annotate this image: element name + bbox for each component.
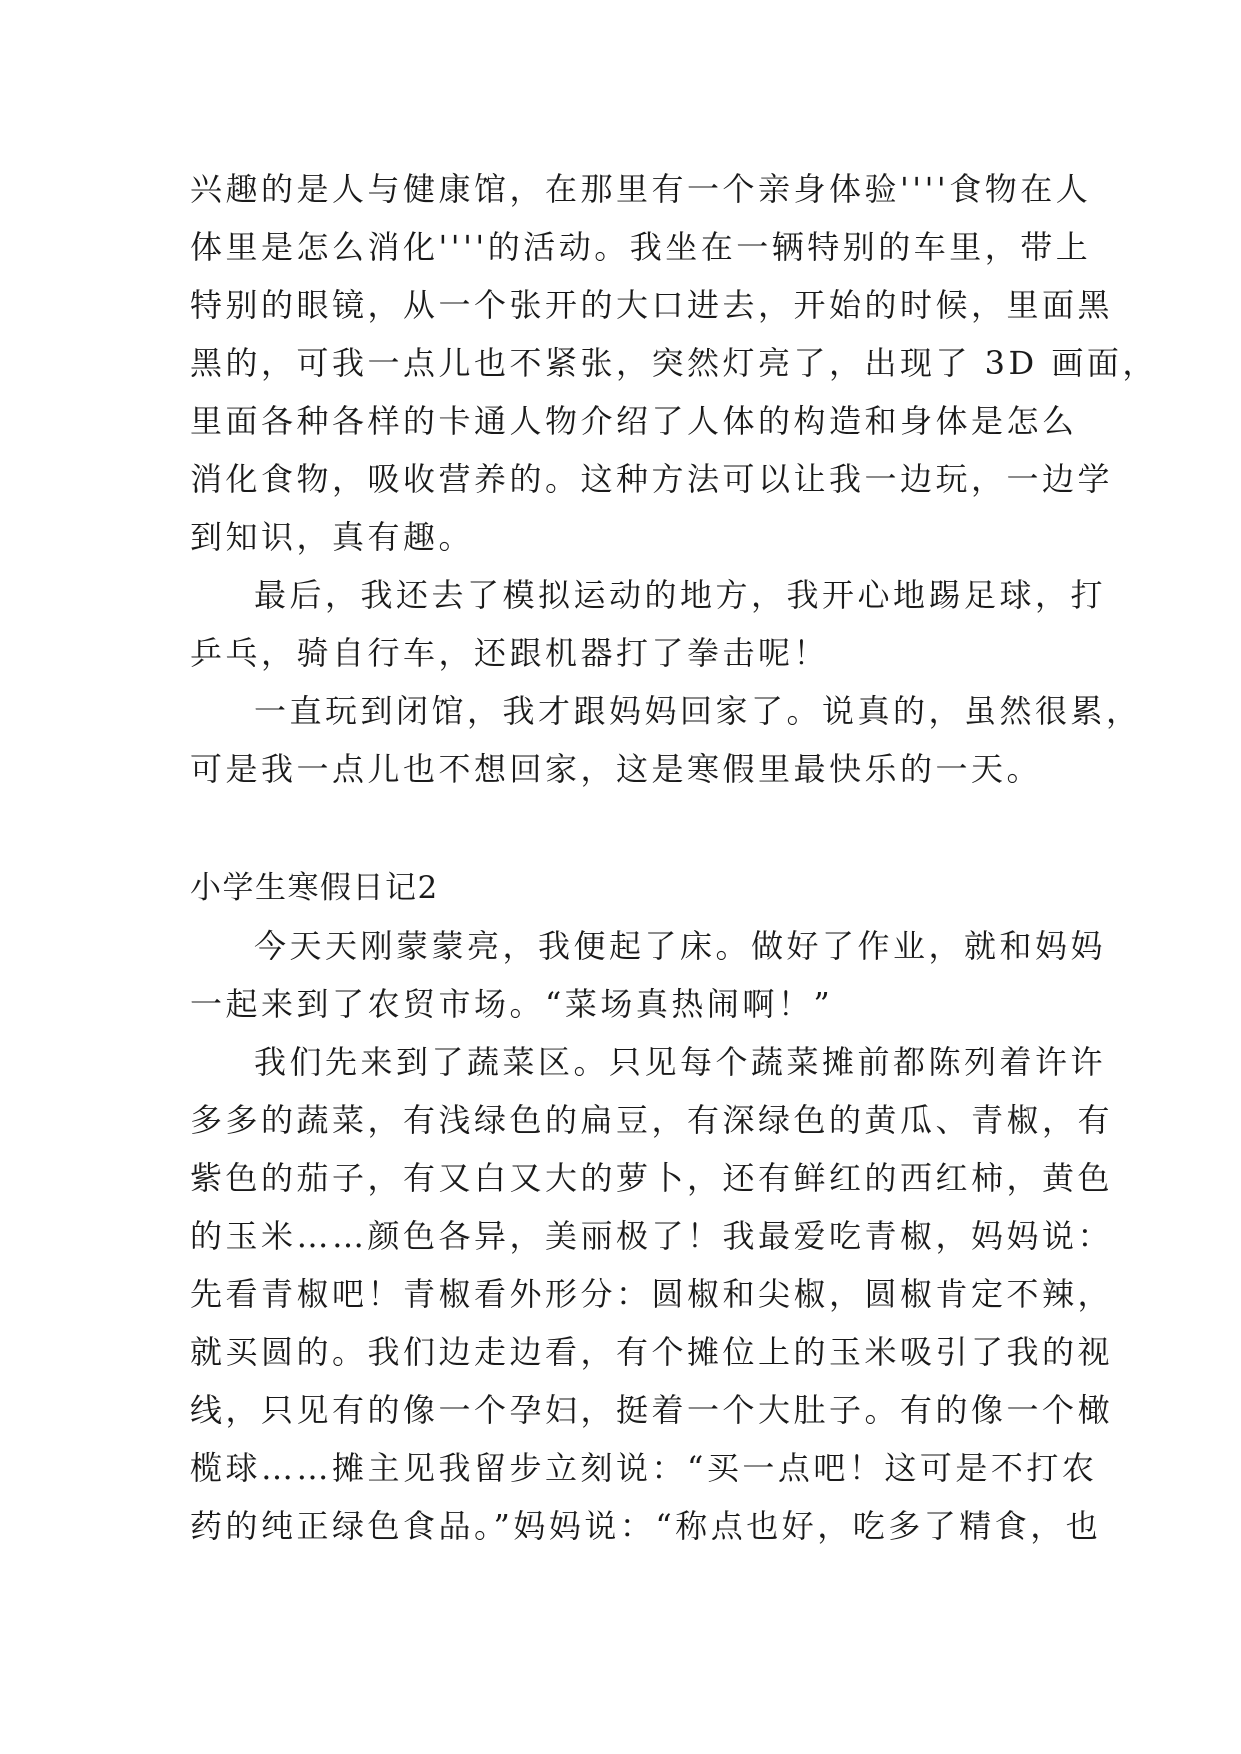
text-line: 药的纯正绿色食品。”妈妈说：“称点也好，吃多了精食，也 (190, 1507, 1102, 1545)
text-line: 里面各种各样的卡通人物介绍了人体的构造和身体是怎么 (190, 402, 1078, 440)
text-line: 特别的眼镜，从一个张开的大口进去，开始的时候，里面黑 (190, 286, 1114, 324)
paragraph-start-line: 今天天刚蒙蒙亮，我便起了床。做好了作业，就和妈妈 (254, 927, 1107, 965)
text-column (190, 160, 1158, 1555)
text-line: 到知识，真有趣。 (190, 518, 475, 556)
paragraph-start-line: 最后，我还去了模拟运动的地方，我开心地踢足球，打 (254, 576, 1107, 614)
text-line: 兴趣的是人与健康馆，在那里有一个亲身体验''''食物在人 (190, 170, 1092, 208)
text-line: 的玉米……颜色各异，美丽极了！我最爱吃青椒，妈妈说： (190, 1217, 1114, 1255)
text-line: 一起来到了农贸市场。“菜场真热闹啊！” (190, 985, 834, 1023)
paragraph-start-line: 我们先来到了蔬菜区。只见每个蔬菜摊前都陈列着许许 (254, 1043, 1107, 1081)
text-line: 多多的蔬菜，有浅绿色的扁豆，有深绿色的黄瓜、青椒，有 (190, 1101, 1114, 1139)
text-line: 黑的，可我一点儿也不紧张，突然灯亮了，出现了 3D 画面， (190, 344, 1158, 382)
paragraph-start-line: 一直玩到闭馆，我才跟妈妈回家了。说真的，虽然很累， (254, 692, 1142, 730)
text-line: 体里是怎么消化''''的活动。我坐在一辆特别的车里，带上 (190, 228, 1092, 266)
text-line: 就买圆的。我们边走边看，有个摊位上的玉米吸引了我的视 (190, 1333, 1114, 1371)
text-line: 消化食物，吸收营养的。这种方法可以让我一边玩，一边学 (190, 460, 1114, 498)
section-gap (190, 798, 1070, 859)
diary-heading: 小学生寒假日记2 (190, 870, 439, 906)
text-line: 线，只见有的像一个孕妇，挺着一个大肚子。有的像一个橄 (190, 1391, 1114, 1429)
text-line: 先看青椒吧！青椒看外形分：圆椒和尖椒，圆椒肯定不辣， (190, 1275, 1114, 1313)
text-line: 紫色的茄子，有又白又大的萝卜，还有鲜红的西红柿，黄色 (190, 1159, 1114, 1197)
text-line: 乒乓，骑自行车，还跟机器打了拳击呢！ (190, 634, 830, 672)
text-line: 榄球……摊主见我留步立刻说：“买一点吧！这可是不打农 (190, 1449, 1098, 1487)
text-line: 可是我一点儿也不想回家，这是寒假里最快乐的一天。 (190, 750, 1043, 788)
